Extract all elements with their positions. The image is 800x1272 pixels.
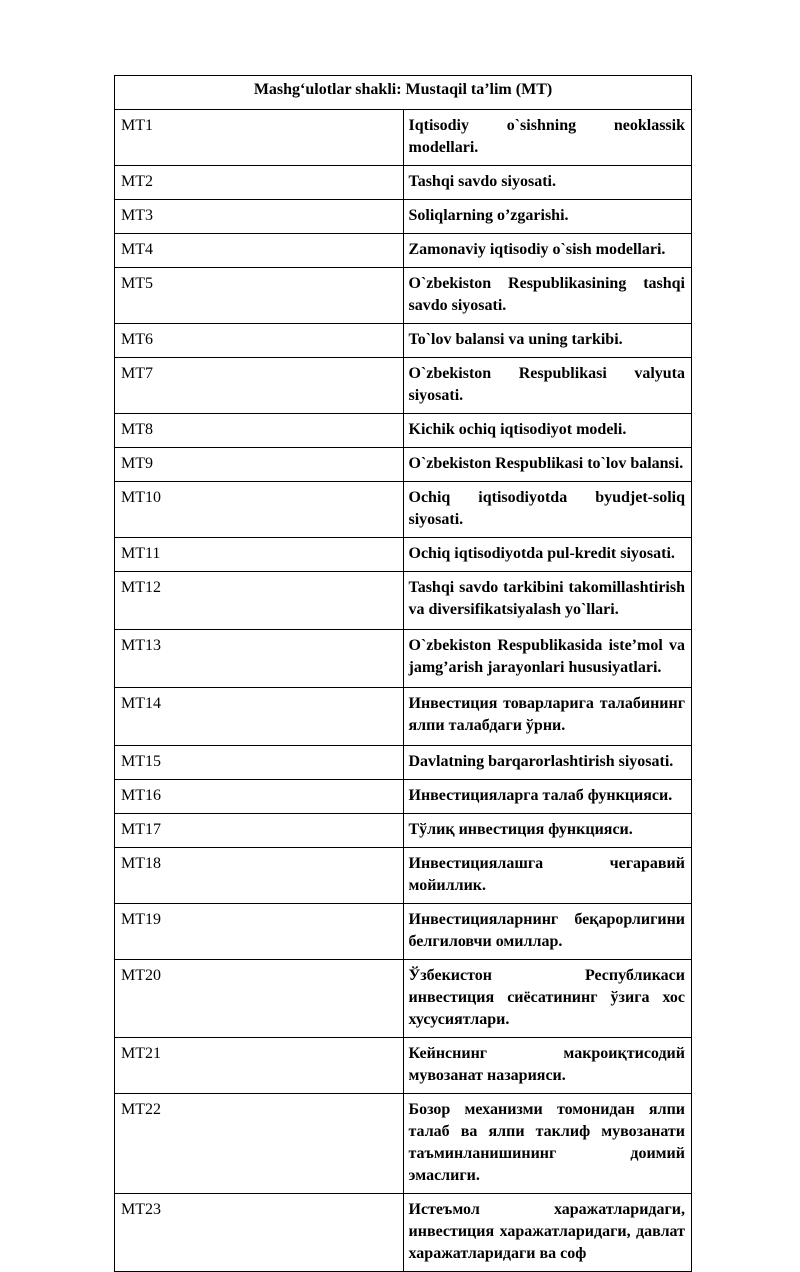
row-code: MT22 xyxy=(115,1094,404,1194)
table-row xyxy=(115,200,692,234)
row-code: MT18 xyxy=(115,848,404,904)
row-topic: Тўлиқ инвестиция функцияси. xyxy=(403,814,692,848)
row-topic: Tashqi savdo siyosati. xyxy=(403,166,692,200)
table-row xyxy=(115,268,692,324)
row-topic: O`zbekiston Respublikasida iste’mol va jamg’arish jarayonlari hususiyatlari. xyxy=(403,630,692,688)
row-code: MT20 xyxy=(115,960,404,1038)
table-row xyxy=(115,746,692,780)
row-topic: Кейнснинг макроиқтисодий мувозанат назарияси. xyxy=(403,1038,692,1094)
row-topic: Kichik ochiq iqtisodiyot modeli. xyxy=(403,414,692,448)
row-code: MT5 xyxy=(115,268,404,324)
table-row xyxy=(115,848,692,904)
row-topic: Инвестиция товарларига талабининг ялпи талабдаги ўрни. xyxy=(403,688,692,746)
row-topic: Iqtisodiy o`sishning neoklassik modellari. xyxy=(403,110,692,166)
row-code: MT4 xyxy=(115,234,404,268)
table-row xyxy=(115,448,692,482)
table-row xyxy=(115,482,692,538)
table-row xyxy=(115,1194,692,1272)
row-topic: O`zbekiston Respublikasi valyuta siyosati. xyxy=(403,358,692,414)
table-row xyxy=(115,572,692,630)
row-topic: O`zbekiston Respublikasining tashqi savdo siyosati. xyxy=(403,268,692,324)
row-topic: Инвестициялашга чегаравий мойиллик. xyxy=(403,848,692,904)
row-topic: Tashqi savdo tarkibini takomillashtirish va diversifikatsiyalash yo`llari. xyxy=(403,572,692,630)
table-row xyxy=(115,358,692,414)
table-row xyxy=(115,630,692,688)
row-code: MT10 xyxy=(115,482,404,538)
table-row xyxy=(115,688,692,746)
table-header xyxy=(115,76,692,110)
row-topic: To`lov balansi va uning tarkibi. xyxy=(403,324,692,358)
table-header-text: Mashg‘ulotlar shakli: Mustaqil ta’lim (MT) xyxy=(253,81,553,98)
table-row xyxy=(115,414,692,448)
table-row xyxy=(115,234,692,268)
row-code: MT19 xyxy=(115,904,404,960)
row-topic: Ochiq iqtisodiyotda byudjet-soliq siyosati. xyxy=(403,482,692,538)
row-code: MT8 xyxy=(115,414,404,448)
row-topic: Zamonaviy iqtisodiy o`sish modellari. xyxy=(403,234,692,268)
table-header-row xyxy=(115,76,692,110)
row-topic: Davlatning barqarorlashtirish siyosati. xyxy=(403,746,692,780)
row-code: MT9 xyxy=(115,448,404,482)
row-code: MT16 xyxy=(115,780,404,814)
row-code: MT1 xyxy=(115,110,404,166)
table-row xyxy=(115,324,692,358)
row-topic: Инвестицияларнинг беқарорлигини белгиловчи омиллар. xyxy=(403,904,692,960)
table-row xyxy=(115,166,692,200)
table-row xyxy=(115,1038,692,1094)
row-code: MT14 xyxy=(115,688,404,746)
table-row xyxy=(115,780,692,814)
row-code: MT17 xyxy=(115,814,404,848)
table-row xyxy=(115,814,692,848)
row-topic: Ўзбекистон Республикаси инвестиция сиёсатининг ўзига хос хусусиятлари. xyxy=(403,960,692,1038)
row-topic: Истеъмол харажатларидаги, инвестиция харажатларидаги, давлат харажатларидаги ва соф xyxy=(403,1194,692,1272)
independent-study-table xyxy=(114,75,692,1272)
row-code: MT12 xyxy=(115,572,404,630)
row-code: MT15 xyxy=(115,746,404,780)
row-code: MT2 xyxy=(115,166,404,200)
row-code: MT7 xyxy=(115,358,404,414)
row-code: MT13 xyxy=(115,630,404,688)
row-code: MT6 xyxy=(115,324,404,358)
table-row xyxy=(115,904,692,960)
table-row xyxy=(115,1094,692,1194)
row-code: MT23 xyxy=(115,1194,404,1272)
row-code: MT3 xyxy=(115,200,404,234)
row-topic: Инвестицияларга талаб функцияси. xyxy=(403,780,692,814)
row-topic: Ochiq iqtisodiyotda pul-kredit siyosati. xyxy=(403,538,692,572)
table-row xyxy=(115,960,692,1038)
table-row xyxy=(115,538,692,572)
row-code: MT21 xyxy=(115,1038,404,1094)
row-topic: O`zbekiston Respublikasi to`lov balansi. xyxy=(403,448,692,482)
table-row xyxy=(115,110,692,166)
row-topic: Soliqlarning o’zgarishi. xyxy=(403,200,692,234)
row-topic: Бозор механизми томонидан ялпи талаб ва ялпи таклиф мувозанати таъминланишининг доимий эмаслиги. xyxy=(403,1094,692,1194)
row-code: MT11 xyxy=(115,538,404,572)
